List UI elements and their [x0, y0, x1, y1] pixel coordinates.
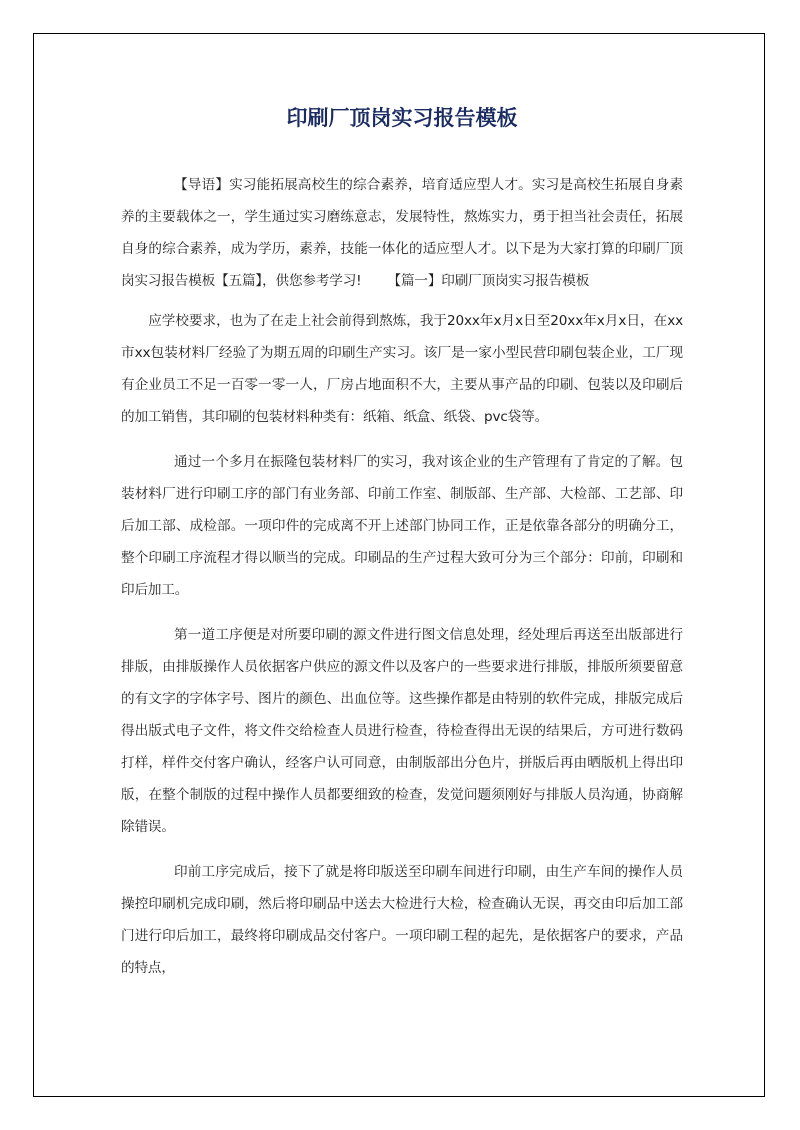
section-heading-part-one: 【篇一】印刷厂顶岗实习报告模板: [387, 273, 590, 289]
document-body: [121, 169, 683, 984]
paragraph-2: 通过一个多月在振隆包装材料厂的实习，我对该企业的生产管理有了肯定的了解。包装材料厂进行印刷工序的部门有业务部、印前工作室、制版部、生产部、大检部、工艺部、印后加工部、成检部。一项印件的完成离不开上述部门协同工作，正是依靠各部分的明确分工，整个印刷工序流程才得以顺当的完成。印刷品的生产过程大致可分为三个部分：印前，印刷和印后加工。: [121, 454, 683, 598]
paragraph-intro-text: 【导语】实习能拓展高校生的综合素养，培育适应型人才。实习是高校生拓展自身素养的主要载体之一，学生通过实习磨练意志，发展特性，熬炼实力，勇于担当社会责任，拓展自身的综合素养，成为学历，素养，技能一体化的适应型人才。以下是为大家打算的印刷厂顶岗实习报告模板【五篇】，供您参考学习!: [121, 177, 683, 289]
paragraph-1: 应学校要求，也为了在走上社会前得到熬炼，我于20xx年x月x日至20xx年x月x日，在xx市xx包装材料厂经验了为期五周的印刷生产实习。该厂是一家小型民营印刷包装企业，工厂现有企业员工不足一百零一零一人，厂房占地面积不大，主要从事产品的印刷、包装以及印刷后的加工销售，其印刷的包装材料种类有：纸箱、纸盒、纸袋、pvc袋等。: [121, 313, 683, 425]
paragraph-4: 印前工序完成后，接下了就是将印版送至印刷车间进行印刷，由生产车间的操作人员操控印刷机完成印刷，然后将印刷品中送去大检进行大检，检查确认无误，再交由印后加工部门进行印后加工，最终将印刷成品交付客户。一项印刷工程的起先，是依据客户的要求，产品的特点，: [121, 864, 683, 976]
paragraph-intro: [121, 169, 683, 297]
paragraph-3: 第一道工序便是对所要印刷的源文件进行图文信息处理，经处理后再送至出版部进行排版，由排版操作人员依据客户供应的源文件以及客户的一些要求进行排版，排版所须要留意的有文字的字体字号、图片的颜色、出血位等。这些操作都是由特别的软件完成，排版完成后得出版式电子文件，将文件交给检查人员进行检查，待检查得出无误的结果后，方可进行数码打样，样件交付客户确认，经客户认可同意，由制版部出分色片，拼版后再由晒版机上得出印版，在整个制版的过程中操作人员都要细致的检查，发觉问题须刚好与排版人员沟通，协商解除错误。: [121, 627, 683, 835]
document-title: 印刷厂顶岗实习报告模板: [286, 106, 518, 130]
document-content: [121, 98, 683, 984]
